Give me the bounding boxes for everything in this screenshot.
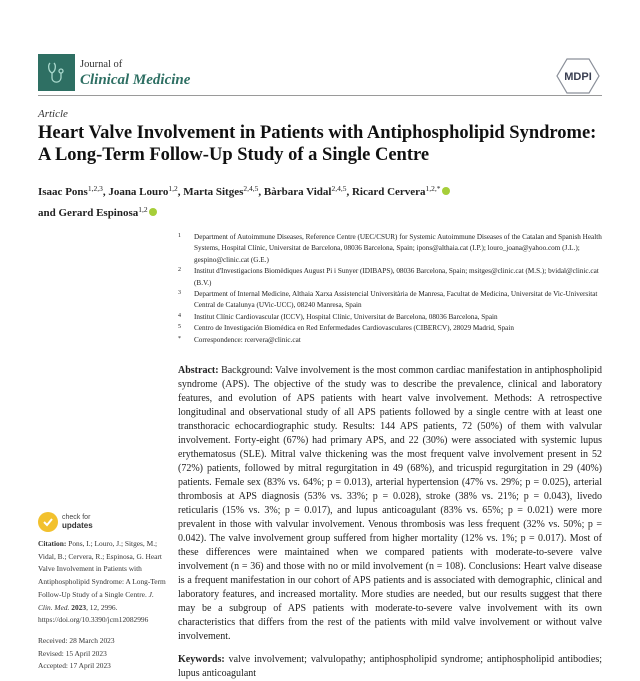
revised-date: Revised: 15 April 2023 xyxy=(38,648,107,658)
author-name[interactable]: Gerard Espinosa xyxy=(58,207,139,219)
affiliations-list xyxy=(178,232,608,346)
journal-logo[interactable] xyxy=(38,54,75,91)
check-updates-line2: updates xyxy=(62,521,93,530)
author-name[interactable]: Marta Sitges xyxy=(183,186,244,198)
affiliation-item: 4 Institut Clínic Cardiovascular (ICCV), Hospital Clínic, Universitat de Barcelona, 08036 Barcelona, Spain xyxy=(178,312,498,321)
author-affiliation: 1,2 xyxy=(138,205,148,214)
affiliation-item: 3 Department of Internal Medicine, Althaia Xarxa Assistencial Universitària de Manresa, Facultat de Medicina, Universitat de Vic-Universitat Central de Catalunya (UVic-UCC), 08240 Manresa, Spain xyxy=(178,290,598,310)
citation-text: Pons, I.; Louro, J.; Sitges, M.; Vidal, B.; Cervera, R.; Espinosa, G. Heart Valve Involvement in Patients with Antiphospholipid Syndrome: A Long-Term Follow-Up Study of a Single Centre. xyxy=(38,539,166,599)
author-list: Isaac Pons$^{1,2,3}$, Joana Louro$^{1,2}$, Marta Sitges$^{2,4,5}$, Bàrbara Vidal$^{2,4,5}$, Ricard Cervera$^{1,2,*}$ and Gerard Espinosa$^{1,2}$ xyxy=(38,180,598,222)
orcid-icon[interactable] xyxy=(149,208,157,216)
journal-title xyxy=(80,60,190,88)
mdpi-logo-text: MDPI xyxy=(564,71,592,83)
journal-name-text: Clinical Medicine xyxy=(80,71,191,88)
citation-year: 2023 xyxy=(71,602,87,612)
journal-of-text: Journal of xyxy=(80,59,123,70)
author-name[interactable]: Isaac Pons xyxy=(38,186,88,198)
author-affiliation: 1,2,3 xyxy=(87,184,103,193)
author-name[interactable]: Ricard Cervera xyxy=(351,186,426,198)
citation xyxy=(38,538,168,627)
stethoscope-icon xyxy=(42,58,72,88)
author-affiliation: 2,4,5 xyxy=(243,184,259,193)
author-affiliation: 1,2,* xyxy=(425,184,441,193)
keywords xyxy=(178,653,602,681)
keywords-label: Keywords: xyxy=(178,654,225,665)
author-name[interactable]: Bàrbara Vidal xyxy=(263,186,332,198)
author-affiliation: 2,4,5 xyxy=(331,184,347,193)
keywords-text: valve involvement; valvulopathy; antiphospholipid syndrome; antiphospholipid antibodies; lupus anticoagulant xyxy=(178,654,603,679)
article-type: Article xyxy=(38,108,68,120)
affiliation-item: 2 Institut d'Investigacions Biomèdiques August Pi i Sunyer (IDIBAPS), 08036 Barcelona, Spain; msitges@clinic.cat (M.S.); bvidal@clinic.cat (B.V.) xyxy=(178,267,599,287)
citation-label: Citation: xyxy=(38,539,67,548)
article-title: Heart Valve Involvement in Patients with Antiphospholipid Syndrome: A Long-Term Follow-Up Study of a Single Centre xyxy=(38,123,597,165)
received-date: Received: 28 March 2023 xyxy=(38,635,115,645)
check-updates-line1: check for xyxy=(62,514,91,521)
mdpi-logo[interactable] xyxy=(555,56,601,96)
citation-journal: J. Clin. Med. xyxy=(38,589,154,612)
header-divider xyxy=(38,95,602,96)
author-name[interactable]: Joana Louro xyxy=(108,186,169,198)
publication-dates xyxy=(38,635,168,673)
checkmark-icon xyxy=(38,512,58,532)
orcid-icon[interactable] xyxy=(442,187,450,195)
abstract-text: Background: Valve involvement is the most common cardiac manifestation in antiphospholipid syndrome (APS). The objective of the study was to describe the prevalence, clinical and laboratory features, and evolution of APS patients with heart valve involvement. Methods: A retrospective longitudinal and observational study of all APS patients followed by a single centre with at least one transthoracic echocardiographic study. Results: 144 APS patients, 72 (50%) of them with valvular involvement. Forty-eight (67%) had primary APS, and 22 (30%) were associated with systemic lupus erythematosus (SLE). Mitral valve thickening was the most frequent valve involvement present in 52 (72%) patients, followed by mitral regurgitation in 49 (68%), and tricuspid regurgitation in 29 (40%) patients. Female sex (83% vs. 64%; p = 0.013), arterial hypertension (47% vs. 29%; p = 0.025), arterial thrombosis at APS diagnosis (53% vs. 33%; p = 0.028), stroke (38% vs. 21%; p = 0.043), livedo reticularis (15% vs. 3%; p = 0.017), and lupus anticoagulant (83% vs. 65%; p = 0.021) were more prevalent in those with valvular involvement. Venous thrombosis was less frequent (32% vs. 50%; p = 0.042). The valve involvement group suffered from higher mortality (12% vs. 1%; p = 0.017). Most of these differences were maintained when we compared patients with moderate-to-severe valve involvement (n = 36) and those with no or mild involvement (n = 108). Conclusions: Heart valve disease is a frequent manifestation in our cohort of APS patients and is associated with demographic, clinical and laboratory features, and increased mortality. More studies are needed, but our results suggest that there may be a subgroup of APS patients with moderate-to-severe valve involvement with its own characteristics that differs from the rest of the patients with mild valve involvement or without valve involvement. xyxy=(178,365,603,642)
author-affiliation: 1,2 xyxy=(168,184,178,193)
doi-link[interactable]: https://doi.org/10.3390/jcm12082996 xyxy=(38,615,149,625)
abstract xyxy=(178,364,602,644)
sidebar xyxy=(38,510,168,673)
check-for-updates-button[interactable] xyxy=(38,510,168,534)
journal-header xyxy=(38,54,583,96)
accepted-date: Accepted: 17 April 2023 xyxy=(38,661,111,671)
citation-volume: , 12, 2996. xyxy=(86,602,118,612)
affiliation-item: 5 Centro de Investigación Biomédica en Red Enfermedades Cardiovasculares (CIBERCV), 28029 Madrid, Spain xyxy=(178,324,514,333)
correspondence: * Correspondence: rcervera@clinic.cat xyxy=(178,335,301,344)
affiliation-item: 1 Department of Autoimmune Diseases, Reference Centre (UEC/CSUR) for Systemic Autoimmune Diseases of the Catalan and Spanish Health Systems, Hospital Clínic, Universitat de Barcelona, 08036 Barcelona, Spain; ipons@althaia.cat (I.P.); louro_joana@yahoo.com (J.L.); gespino@clinic.cat (G.E.) xyxy=(178,233,602,264)
abstract-label: Abstract: xyxy=(178,365,219,376)
